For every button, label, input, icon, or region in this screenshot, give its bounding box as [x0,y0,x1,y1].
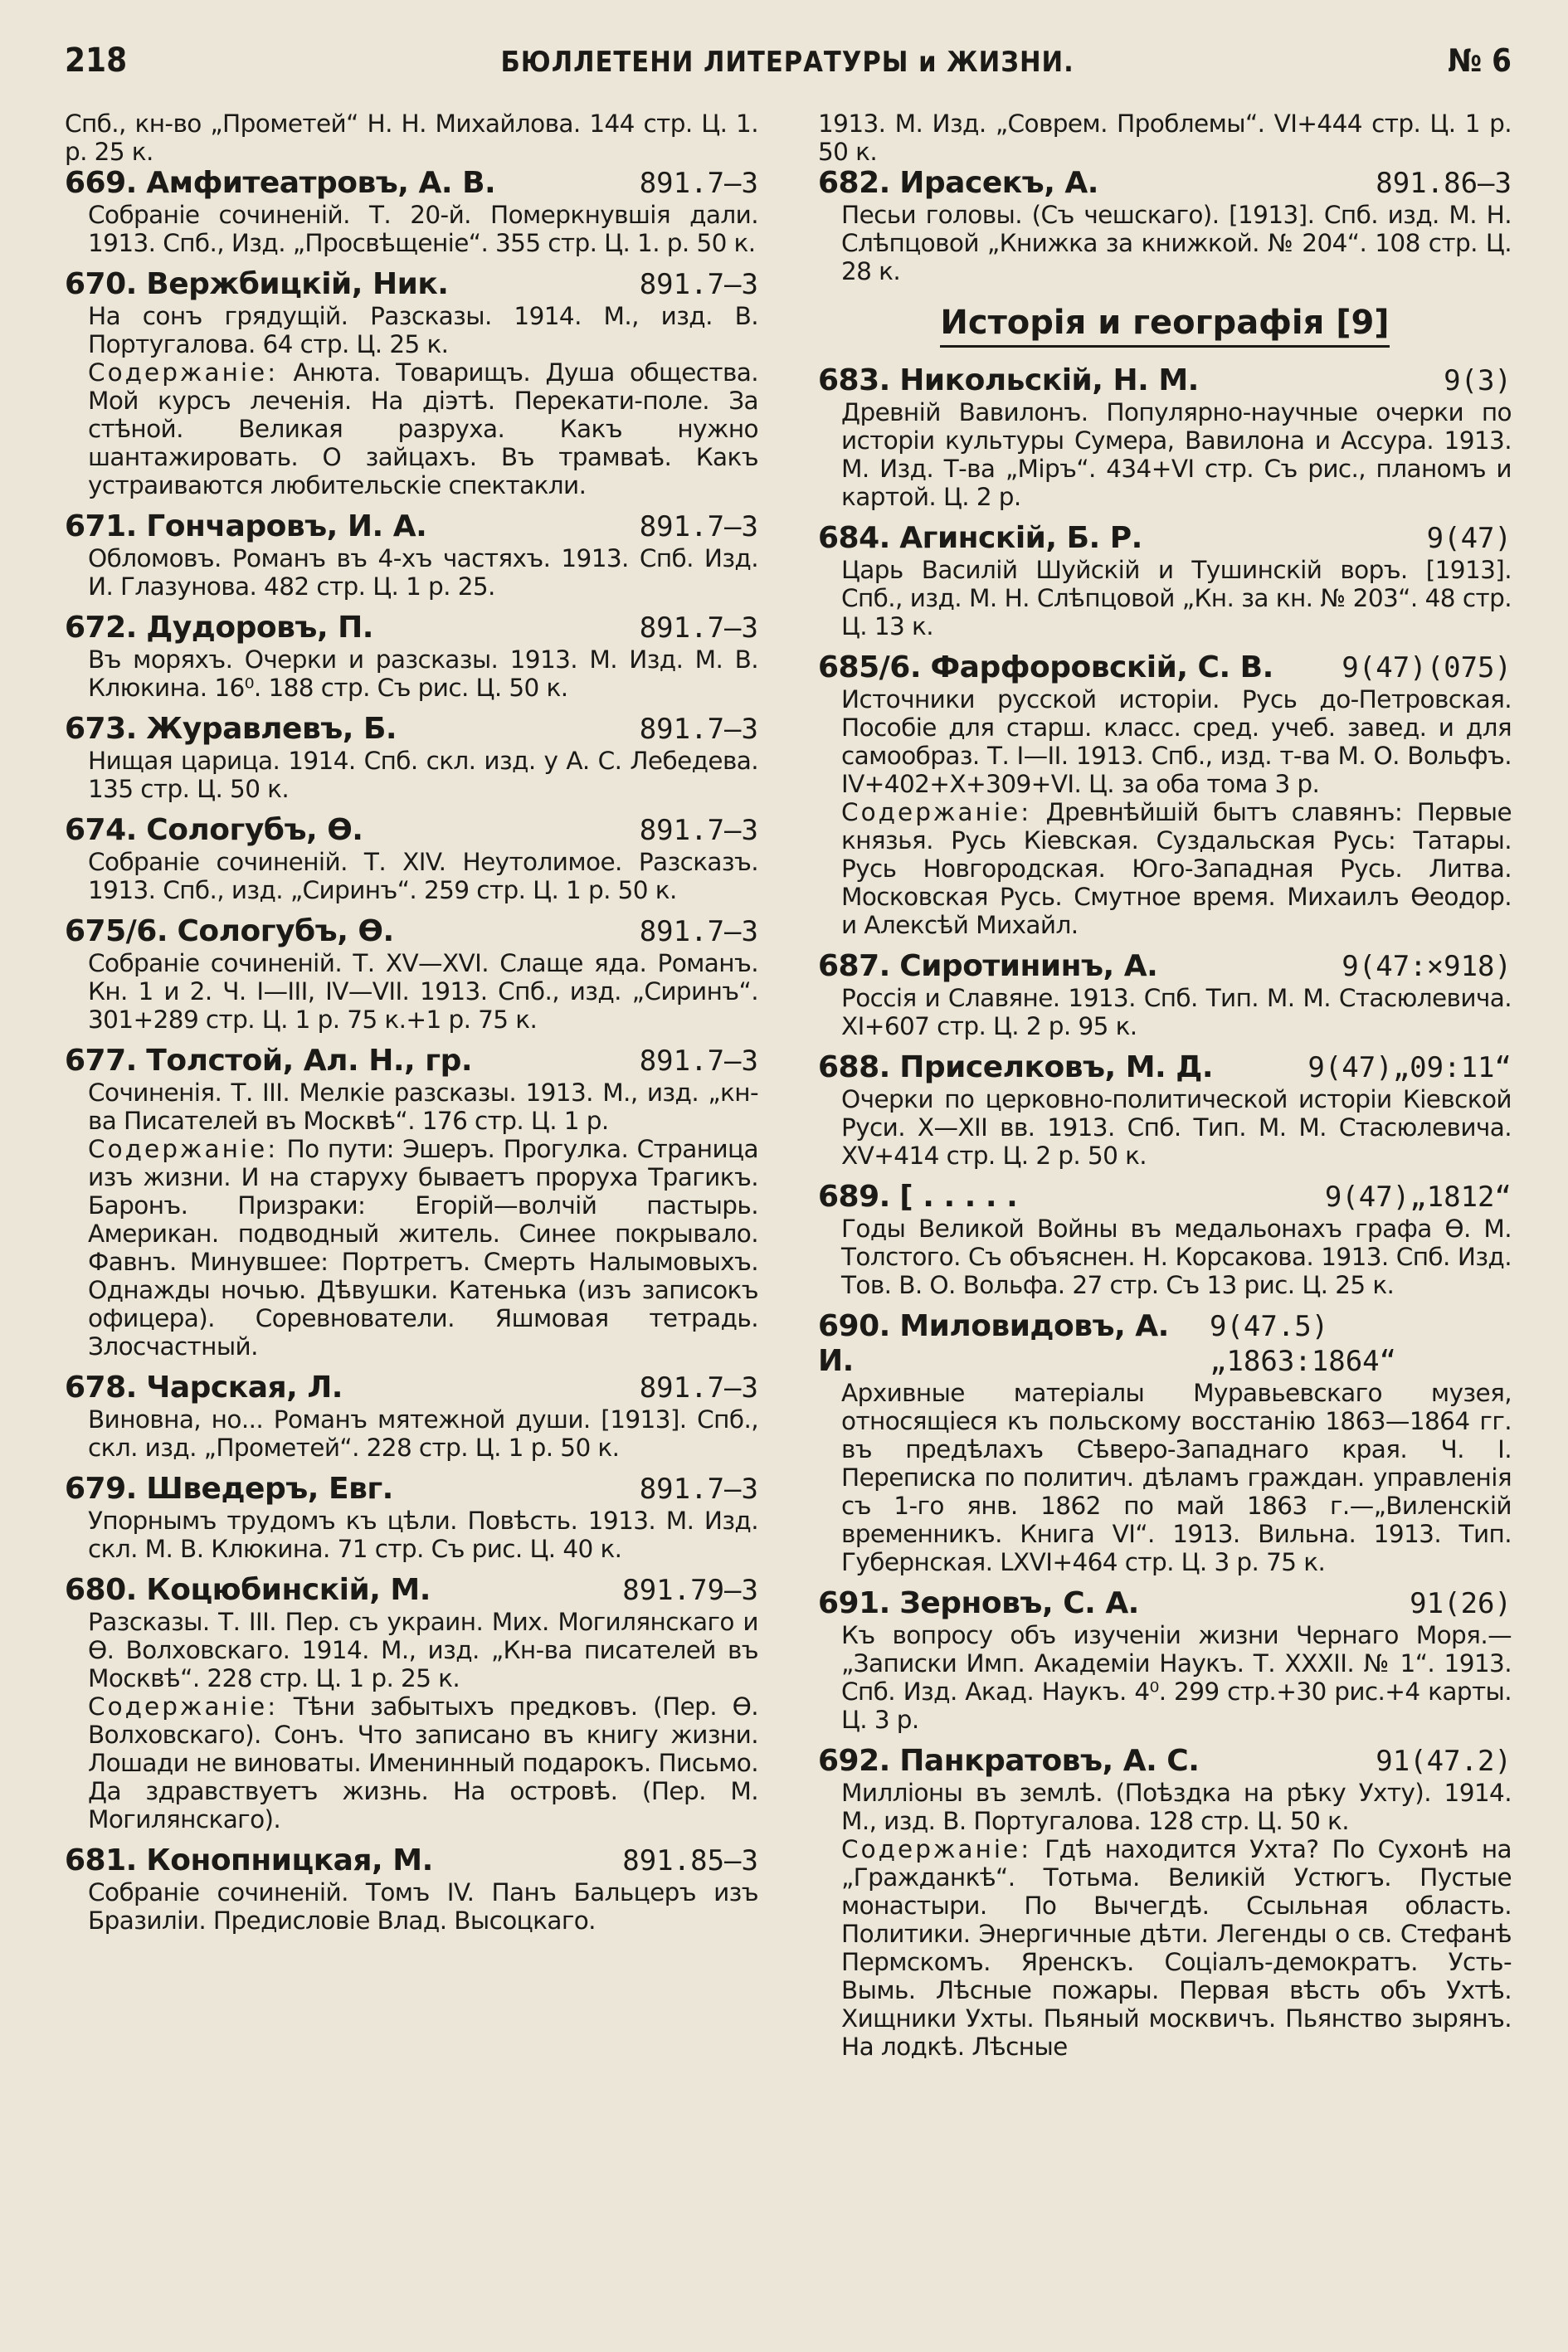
entry-heading [65,1472,758,1507]
bib-entry [65,813,758,904]
entry-number: 679. [65,1472,137,1506]
entry-heading-left [65,1044,472,1079]
classification-code: 891.7—3 [639,1371,758,1405]
bib-entry [818,363,1512,511]
entry-number: 673. [65,712,137,746]
entry-author: Фарфоровскій, С. В. [930,650,1273,684]
entry-heading-left [65,611,373,645]
classification-code: 891.7—3 [639,1045,758,1078]
page-number: 218 [65,41,128,80]
entry-heading [65,914,758,949]
entry-heading [65,166,758,201]
entry-number: 675/6. [65,914,168,948]
classification-code: 891.7—3 [639,814,758,847]
section-title [818,304,1512,342]
entry-author: Коцюбинскій, М. [146,1573,431,1607]
entry-heading [65,1044,758,1079]
entry-number: 684. [818,521,890,555]
classification-code: 891.7—3 [639,915,758,948]
entry-number: 689. [818,1180,890,1214]
entry-author: Ирасекъ, А. [899,166,1098,200]
bib-entry [65,1371,758,1462]
entry-heading [65,611,758,645]
entry-heading-left [65,712,397,747]
entry-author: Толстой, Ал. Н., гр. [146,1044,473,1078]
entry-author: Сологубъ, Ѳ. [146,813,363,847]
right-column [818,110,1512,2071]
left-column [65,110,758,2071]
entry-description: Виновна, но... Романъ мятежной души. [1913]. Спб., скл. изд. „Прометей“. 228 стр. Ц. 1 р. 50 к. [88,1405,758,1462]
entry-heading [818,1744,1512,1779]
contents-label: Содержаніе: [841,798,1032,826]
entry-author: Зерновъ, С. А. [899,1586,1139,1620]
entry-number: 670. [65,267,137,301]
classification-code: 891.7—3 [639,167,758,200]
contents-label: Содержаніе: [841,1835,1032,1863]
entry-author: Миловидовъ, А. И. [818,1309,1169,1378]
entry-heading [818,166,1512,201]
page-header [65,41,1512,101]
entry-number: 685/6. [818,650,922,684]
classification-code: 9(47) [1426,522,1512,555]
entry-heading-left [65,267,448,302]
entry-author: Амфитеатровъ, А. В. [146,166,496,200]
entry-heading-left [818,650,1273,685]
bib-entry [65,267,758,499]
contents-text: Гдѣ находится Ухта? По Сухонѣ на „Гражданкѣ“. Тотьма. Великій Устюгъ. Пустые монастыри. По Вычегдѣ. Ссыльная область. Политики. Энергичные дѣти. Легенды о св. Стефанѣ Пермскомъ. Яренскъ. Соціалъ-демократъ. Усть-Вымь. Лѣсные пожары. Первая вѣсть объ Ухтѣ. Хищники Ухты. Пьяный москвичъ. Пьянство зырянъ. На лодкѣ. Лѣсные [841,1835,1512,2061]
contents-label: Содержаніе: [88,1692,279,1721]
classification-code: 91(47.2) [1376,1745,1512,1778]
classification-code: 891.7—3 [639,1473,758,1506]
entry-author: Конопницкая, М. [146,1843,433,1877]
bib-entry [65,1573,758,1833]
entry-number: 671. [65,509,137,543]
contents-text: Тѣни забытыхъ предковъ. (Пер. Ѳ. Волховскаго). Сонъ. Что записано въ книгу жизни. Лошади не виноваты. Именинный подарокъ. Письмо. Да здравствуетъ жизнь. На островѣ. (Пер. М. Могилянскаго). [88,1692,758,1833]
entry-number: 683. [818,363,890,397]
entry-description: Собраніе сочиненій. Т. 20-й. Померкнувшія дали. 1913. Спб., Изд. „Просвѣщеніе“. 355 стр. Ц. 1. р. 50 к. [88,201,758,257]
entries-before-section [818,166,1512,285]
entry-number: 677. [65,1044,137,1078]
entry-description: Собраніе сочиненій. Т. XV—XVI. Слаще яда. Романъ. Кн. 1 и 2. Ч. I—III, IV—VII. 1913. Спб., изд. „Сиринъ“. 301+289 стр. Ц. 1 р. 75 к.+1 р. 75 к. [88,949,758,1034]
entry-number: 669. [65,166,137,200]
entry-heading [65,1371,758,1405]
entry-author: Журавлевъ, Б. [146,712,397,746]
entry-description: Упорнымъ трудомъ къ цѣли. Повѣсть. 1913. М. Изд. скл. М. В. Клюкина. 71 стр. Съ рис. Ц. 40 к. [88,1507,758,1563]
entry-heading-left [818,1586,1139,1621]
entry-number: 682. [818,166,890,200]
classification-code: 91(26) [1410,1587,1512,1620]
entry-author: Приселковъ, М. Д. [899,1050,1214,1084]
entry-heading [818,363,1512,398]
classification-code: 891.7—3 [639,611,758,645]
bib-entry [818,949,1512,1040]
continuation-text: 1913. М. Изд. „Соврем. Проблемы“. VI+444 стр. Ц. 1 р. 50 к. [818,110,1512,166]
entry-author: Чарская, Л. [146,1371,343,1405]
entry-heading-left [818,949,1157,984]
entry-description: Разсказы. Т. III. Пер. съ украин. Мих. Могилянскаго и Ѳ. Волховскаго. 1914. М., изд. „Кн-ва писателей въ Москвѣ“. 228 стр. Ц. 1 р. 25 к. [88,1608,758,1692]
classification-code: 891.85—3 [622,1844,758,1877]
entry-heading-left [818,1180,1017,1215]
bib-entry [818,1309,1512,1576]
entry-heading [818,1180,1512,1215]
bib-entry [65,914,758,1034]
contents-label: Содержаніе: [88,1135,279,1163]
entry-heading-left [818,166,1098,201]
contents-text: По пути: Эшеръ. Прогулка. Страница изъ жизни. И на старуху бываетъ проруха Трагикъ. Баронъ. Призраки: Егорій—волчій пастырь. Американ. подводный житель. Синее покрывало. Фавнъ. Минувшее: Портретъ. Смерть Налымовыхъ. Однажды ночью. Дѣвушки. Катенька (изъ записокъ офицера). Соревнователи. Яшмовая тетрадь. Злосчастный. [88,1135,758,1361]
entry-heading-left [818,1309,1210,1379]
entry-description: Обломовъ. Романъ въ 4-хъ частяхъ. 1913. Спб. Изд. И. Глазунова. 482 стр. Ц. 1 р. 25. [88,544,758,601]
entries-after-section [818,363,1512,2061]
entry-heading [65,509,758,544]
entry-heading-left [65,509,426,544]
entry-heading-left [818,521,1142,556]
entry-description: Очерки по церковно-политической исторіи Кіевской Руси. X—XII вв. 1913. Спб. Тип. М. М. Стасюлевича. XV+414 стр. Ц. 2 р. 50 к. [841,1085,1512,1170]
entry-heading [818,949,1512,984]
bib-entry [818,1050,1512,1170]
entry-author: Никольскій, Н. М. [899,363,1199,397]
entry-number: 687. [818,949,890,983]
entry-description: Сочиненія. Т. III. Мелкіе разсказы. 1913. М., изд. „кн-ва Писателей въ Москвѣ“. 176 стр. Ц. 1 р. [88,1079,758,1135]
entry-number: 692. [818,1744,890,1778]
classification-code: 891.79—3 [622,1574,758,1607]
bib-entry [65,1472,758,1563]
bib-entry [65,509,758,601]
entry-heading-left [818,363,1199,398]
classification-code: 9(47)„09:11“ [1307,1051,1512,1084]
entry-description: Песьи головы. (Съ чешскаго). [1913]. Спб. изд. М. Н. Слѣпцовой „Книжка за книжкой. № 204“. 108 стр. Ц. 28 к. [841,201,1512,285]
running-title: БЮЛЛЕТЕНИ ЛИТЕРАТУРЫ и ЖИЗНИ. [500,46,1074,79]
entry-number: 691. [818,1586,890,1620]
entry-heading [818,650,1512,685]
entry-contents [841,798,1512,939]
entry-description: Россія и Славяне. 1913. Спб. Тип. М. М. Стасюлевича. XI+607 стр. Ц. 2 р. 95 к. [841,984,1512,1040]
entry-heading [818,1586,1512,1621]
entry-description: Царь Василій Шуйскій и Тушинскій воръ. [1913]. Спб., изд. М. Н. Слѣпцовой „Кн. за кн. № 203“. 48 стр. Ц. 13 к. [841,556,1512,640]
entry-author: Панкратовъ, А. С. [899,1744,1200,1778]
entry-number: 690. [818,1309,890,1343]
entry-description: На сонъ грядущій. Разсказы. 1914. М., изд. В. Португалова. 64 стр. Ц. 25 к. [88,302,758,358]
issue-number: № 6 [1448,42,1512,79]
continuation-text: Спб., кн-во „Прометей“ Н. Н. Михайлова. 144 стр. Ц. 1. р. 25 к. [65,110,758,166]
entry-author: [ . . . . . [899,1180,1018,1214]
classification-code: 9(3) [1444,364,1512,397]
bib-entry [65,712,758,803]
section-title-text: Исторія и географія [9] [940,304,1389,348]
entry-heading [65,267,758,302]
bib-entry [818,521,1512,640]
entry-heading-left [65,1472,393,1507]
entry-heading [65,712,758,747]
entry-author: Агинскій, Б. Р. [899,521,1142,555]
classification-code: 891.86—3 [1376,167,1512,200]
entry-description: Въ моряхъ. Очерки и разсказы. 1913. М. Изд. М. В. Клюкина. 16⁰. 188 стр. Съ рис. Ц. 50 к. [88,645,758,702]
classification-code: 9(47:×918) [1342,950,1512,983]
entry-number: 680. [65,1573,137,1607]
entry-description: Нищая царица. 1914. Спб. скл. изд. у А. С. Лебедева. 135 стр. Ц. 50 к. [88,747,758,803]
entry-number: 681. [65,1843,137,1877]
classification-code: 891.7—3 [639,510,758,543]
entry-author: Гончаровъ, И. А. [146,509,427,543]
contents-label: Содержаніе: [88,358,279,387]
contents-text: Анюта. Товарищъ. Душа общества. Мой курсъ леченія. На діэтѣ. Перекати-поле. За стѣной. Великая разруха. Какъ нужно шантажировать. О зайцахъ. Въ трамваѣ. Какъ устраиваются любительскіе спектакли. [88,358,759,499]
entry-number: 674. [65,813,137,847]
entry-contents [88,1692,758,1833]
bib-entry [818,166,1512,285]
bib-entry [65,611,758,702]
entry-description: Собраніе сочиненій. Томъ IV. Панъ Бальцеръ изъ Бразиліи. Предисловіе Влад. Высоцкаго. [88,1878,758,1935]
classification-code: 891.7—3 [639,268,758,301]
entry-heading [818,521,1512,556]
entry-description: Къ вопросу объ изученіи жизни Чернаго Моря.—„Записки Имп. Академіи Наукъ. Т. XXXII. № 1“. 1913. Спб. Изд. Акад. Наукъ. 4⁰. 299 стр.+30 рис.+4 карты. Ц. 3 р. [841,1621,1512,1734]
entry-author: Дудоровъ, П. [146,611,373,645]
bib-entry [818,650,1512,939]
entry-heading [818,1050,1512,1085]
classification-code: 9(47)„1812“ [1324,1181,1512,1214]
bib-entry [818,1744,1512,2061]
entry-author: Сологубъ, Ѳ. [177,914,394,948]
bib-entry [818,1180,1512,1299]
entry-author: Шведеръ, Евг. [146,1472,393,1506]
entry-description: Собраніе сочиненій. Т. XIV. Неутолимое. Разсказъ. 1913. Спб., изд. „Сиринъ“. 259 стр. Ц. 1 р. 50 к. [88,848,758,904]
classification-code: 9(47)(075) [1342,651,1512,684]
classification-code: 891.7—3 [639,713,758,746]
entry-heading-left [818,1744,1199,1779]
entry-description: Источники русской исторіи. Русь до-Петровская. Пособіе для старш. класс. сред. учеб. завед. и для самообраз. Т. I—II. 1913. Спб., изд. т-ва М. О. Вольфъ. IV+402+X+309+VI. Ц. за оба тома 3 р. [841,685,1512,798]
entry-heading-left [818,1050,1213,1085]
entry-heading-left [65,1843,433,1878]
entry-author: Вержбицкій, Ник. [146,267,449,301]
entry-heading [65,813,758,848]
entry-author: Сиротининъ, А. [899,949,1158,983]
contents-text: Древнѣйшій бытъ славянъ: Первые князья. Русь Кіевская. Суздальская Русь: Татары. Русь Новгородская. Юго-Западная Русь. Литва. Московская Русь. Смутное время. Михаилъ Ѳеодор. и Алексѣй Михайл. [841,798,1512,939]
bib-entry [65,166,758,257]
bib-entry [818,1586,1512,1734]
entry-heading-left [65,1573,431,1608]
entry-description: Милліоны въ землѣ. (Поѣздка на рѣку Ухту). 1914. М., изд. В. Португалова. 128 стр. Ц. 50 к. [841,1779,1512,1835]
entry-heading [65,1573,758,1608]
entry-heading-left [65,1371,343,1405]
entry-description: Архивные матеріалы Муравьевскаго музея, относящіеся къ польскому восстанію 1863—1864 гг. въ предѣлахъ Сѣверо-Западнаго края. Ч. I. Переписка по политич. дѣламъ граждан. управленія съ 1-го янв. 1862 по май 1863 г.—„Виленскій временникъ. Книга VI“. 1913. Вильна. 1913. Тип. Губернская. LXVI+464 стр. Ц. 3 р. 75 к. [841,1379,1512,1576]
entry-contents [88,1135,758,1361]
entry-heading [818,1309,1512,1379]
entry-heading [65,1843,758,1878]
classification-code: 9(47.5)„1863:1864“ [1209,1310,1397,1378]
entry-heading-left [65,166,495,201]
entry-number: 678. [65,1371,137,1405]
entry-heading-left [65,914,394,949]
entry-heading-left [65,813,363,848]
entry-contents [841,1835,1512,2061]
entry-contents [88,358,758,499]
entry-description: Годы Великой Войны въ медальонахъ графа Ѳ. М. Толстого. Съ объяснен. Н. Корсакова. 1913. Спб. Изд. Тов. В. О. Вольфа. 27 стр. Съ 13 рис. Ц. 25 к. [841,1215,1512,1299]
columns [65,110,1512,2071]
entry-description: Древній Вавилонъ. Популярно-научные очерки по исторіи культуры Сумера, Вавилона и Ассура. 1913. М. Изд. Т-ва „Міръ“. 434+VI стр. Съ рис., планомъ и картой. Ц. 2 р. [841,398,1512,511]
bib-entry [65,1044,758,1361]
entry-number: 688. [818,1050,890,1084]
bib-entry [65,1843,758,1935]
entry-number: 672. [65,611,137,645]
